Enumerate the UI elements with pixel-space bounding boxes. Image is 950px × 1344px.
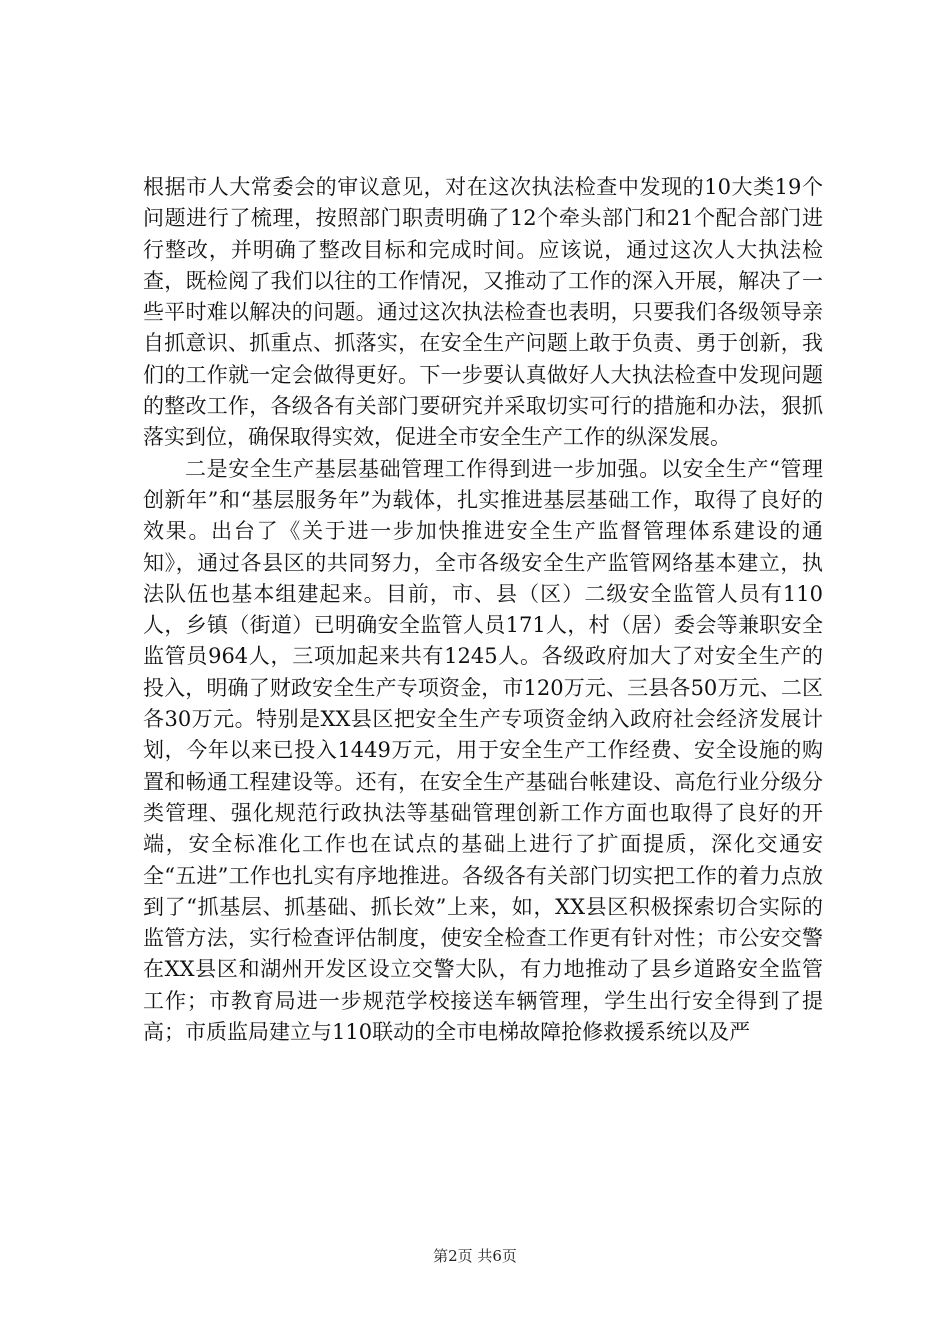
paragraph-2: 二是安全生产基层基础管理工作得到进一步加强。以安全生产“管理创新年”和“基层服务年”为载体，扎实推进基层基础工作，取得了良好的效果。出台了《关于进一步加快推进安全生产监督管理体系建设的通知》，通过各县区的共同努力，全市各级安全生产监管网络基本建立，执法队伍也基本组建起来。目前，市、县（区）二级安全监管人员有110人，乡镇（街道）已明确安全监管人员171人，村（居）委会等兼职安全监管员964人，三项加起来共有1245人。各级政府加大了对安全生产的投入，明确了财政安全生产专项资金，市120万元、三县各50万元、二区各30万元。特别是XX县区把安全生产专项资金纳入政府社会经济发展计划，今年以来已投入1449万元，用于安全生产工作经费、安全设施的购置和畅通工程建设等。还有，在安全生产基础台帐建设、高危行业分级分类管理、强化规范行政执法等基础管理创新工作方面也取得了良好的开端，安全标准化工作也在试点的基础上进行了扩面提质，深化交通安全“五进”工作也扎实有序地推进。各级各有关部门切实把工作的着力点放到了“抓基层、抓基础、抓长效”上来，如，XX县区积极探索切合实际的监管方法，实行检查评估制度，使安全检查工作更有针对性；市公安交警在XX县区和湖州开发区设立交警大队，有力地推动了县乡道路安全监管工作；市教育局进一步规范学校接送车辆管理，学生出行安全得到了提高；市质监局建立与110联动的全市电梯故障抢修救援系统以及严 <box>143 456 823 1045</box>
paragraph-1: 根据市人大常委会的审议意见，对在这次执法检查中发现的10大类19个问题进行了梳理，按照部门职责明确了12个牵头部门和21个配合部门进行整改，并明确了整改目标和完成时间。应该说，通过这次人大执法检查，既检阅了我们以往的工作情况，又推动了工作的深入开展，解决了一些平时难以解决的问题。通过这次执法检查也表明，只要我们各级领导亲自抓意识、抓重点、抓落实，在安全生产问题上敢于负责、勇于创新，我们的工作就一定会做得更好。下一步要认真做好人大执法检查中发现问题的整改工作，各级各有关部门要研究并采取切实可行的措施和办法，狠抓落实到位，确保取得实效，促进全市安全生产工作的纵深发展。 <box>143 175 823 450</box>
page-footer: 第2页 共6页 <box>433 1247 517 1265</box>
document-body <box>143 172 823 1048</box>
